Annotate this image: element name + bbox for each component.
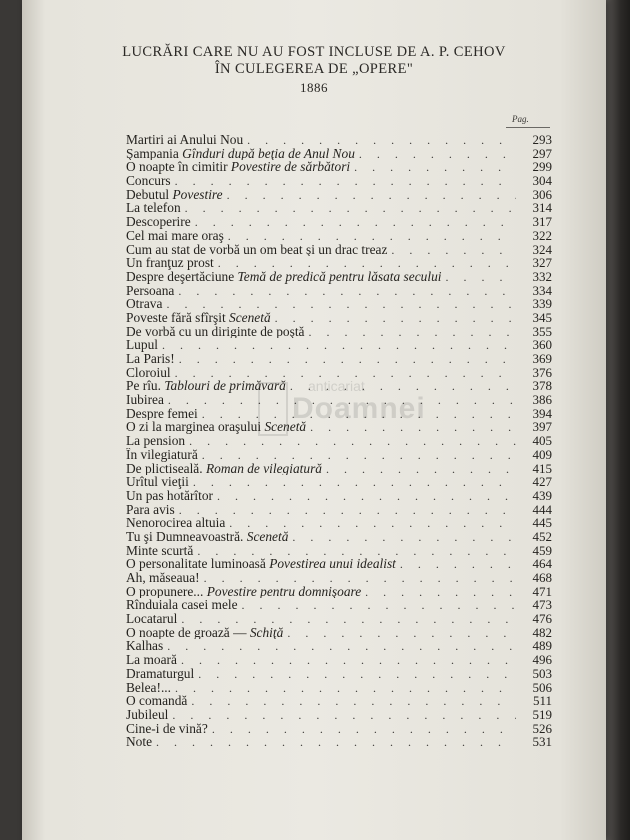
toc-entry-main-title: Urîtul vieţii	[126, 475, 189, 489]
toc-entry-main-title: Despre deşertăciune	[126, 269, 235, 284]
toc-entry-page-number: 415	[532, 461, 552, 476]
toc-entry-page-number: 489	[532, 639, 552, 654]
toc-entry-title	[126, 133, 243, 147]
toc-entry-main-title: Ah, măseaua!	[126, 571, 200, 585]
toc-entry-main-title: Martiri ai Anului Nou	[126, 133, 244, 147]
toc-entry-main-title: Note	[126, 735, 153, 749]
heading-line-2: ÎN CULEGEREA DE „OPERE"	[214, 61, 414, 77]
toc-entry-page-number: 405	[532, 434, 552, 448]
toc-entry-title	[126, 639, 163, 653]
toc-leader-dots	[179, 353, 516, 366]
toc-entry-page-number: 394	[532, 406, 552, 421]
toc-entry-title	[126, 557, 396, 571]
toc-entry-page-number: 386	[532, 393, 552, 407]
toc-leader-dots	[175, 682, 516, 695]
toc-entry-main-title: O propunere...	[126, 584, 204, 599]
toc-leader-dots	[247, 134, 516, 147]
toc-entry-title	[126, 243, 387, 257]
toc-entry	[126, 270, 552, 284]
toc-entry-main-title: Jubileul	[126, 707, 169, 722]
toc-entry-main-title: Minte scurtă	[126, 543, 194, 558]
toc-leader-dots	[229, 517, 516, 530]
toc-entry-page-number: 445	[532, 516, 552, 530]
toc-entry-page-number: 511	[532, 694, 552, 708]
toc-entry-title	[126, 735, 152, 749]
toc-entry-subtitle: Scenetă	[229, 310, 271, 325]
watermark-big-text: Doamnei	[292, 392, 426, 425]
toc-entry-main-title: Cloroiul	[126, 365, 171, 380]
toc-leader-dots	[202, 449, 516, 462]
toc-entry-subtitle: Povestire de sărbători	[230, 160, 351, 175]
toc-leader-dots	[275, 312, 516, 325]
toc-entry-title	[126, 667, 194, 681]
toc-entry-page-number: 397	[532, 420, 552, 435]
toc-entry	[126, 229, 552, 243]
toc-entry-subtitle: Povestire pentru domnişoare	[206, 584, 362, 599]
toc-entry	[126, 366, 552, 380]
toc-leader-dots	[228, 230, 516, 243]
toc-entry-page-number: 324	[532, 242, 552, 257]
toc-leader-dots	[446, 271, 517, 284]
toc-entry	[126, 325, 552, 339]
toc-entry-page-number: 293	[532, 133, 552, 147]
toc-entry-page-number: 297	[532, 146, 552, 161]
toc-entry	[126, 160, 552, 174]
toc-leader-dots	[217, 490, 516, 503]
toc-leader-dots	[185, 202, 516, 215]
toc-entry-title	[126, 462, 322, 476]
toc-entry-main-title: Lupul	[126, 338, 158, 352]
toc-entry-page-number: 317	[532, 215, 552, 229]
toc-entry-title	[126, 708, 168, 722]
toc-entry	[126, 503, 552, 517]
toc-leader-dots	[400, 558, 516, 571]
toc-leader-dots	[195, 216, 516, 229]
toc-entry-main-title: Şampania	[126, 146, 179, 161]
toc-entry-page-number: 464	[532, 557, 552, 571]
toc-entry-page-number: 452	[532, 529, 552, 544]
toc-entry	[126, 612, 552, 626]
toc-entry-title	[126, 215, 191, 229]
toc-entry-subtitle: Povestire	[172, 187, 223, 202]
toc-entry-page-number: 339	[532, 297, 552, 311]
heading-line-1: LUCRĂRI CARE NU AU FOST INCLUSE DE A. P. CEHOV	[122, 44, 506, 60]
toc-entry	[126, 557, 552, 571]
toc-entry-subtitle: Scenetă	[246, 529, 289, 544]
toc-entry-title	[126, 270, 442, 284]
toc-entry-page-number: 334	[532, 283, 552, 298]
toc-entry-page-number: 482	[532, 625, 552, 640]
toc-entry-main-title: La pension	[126, 434, 186, 448]
toc-leader-dots	[168, 394, 516, 407]
toc-entry-title	[126, 571, 200, 585]
toc-entry-page-number: 439	[532, 488, 552, 503]
toc-leader-dots	[359, 148, 516, 161]
toc-entry-subtitle: Povestirea unui idealist	[269, 557, 396, 571]
toc-entry-page-number: 345	[532, 310, 552, 325]
toc-entry-title	[126, 147, 355, 161]
toc-leader-dots	[156, 736, 516, 749]
toc-entry-title	[126, 503, 175, 517]
toc-leader-dots	[167, 640, 516, 653]
toc-entry-page-number: 473	[532, 598, 552, 613]
toc-leader-dots	[181, 654, 516, 667]
toc-leader-dots	[193, 476, 516, 489]
toc-entry	[126, 133, 552, 147]
toc-entry-page-number: 332	[532, 269, 552, 284]
page-column-rule	[506, 127, 550, 128]
toc-entry-main-title: Belea!...	[126, 680, 171, 695]
toc-entry-title	[126, 722, 208, 736]
toc-entry-main-title: Descoperire	[126, 215, 191, 229]
toc-entry-subtitle: Schiţă	[249, 625, 284, 640]
toc-entry-main-title: O noapte de groază —	[126, 625, 247, 640]
toc-entry	[126, 735, 552, 749]
heading-year: 1886	[300, 80, 328, 95]
toc-entry	[126, 420, 552, 434]
toc-entry	[126, 215, 552, 229]
toc-entry	[126, 489, 552, 503]
toc-entry	[126, 352, 552, 366]
toc-leader-dots	[175, 367, 516, 380]
toc-entry-main-title: O personalitate luminoasă	[126, 557, 266, 571]
toc-entry-title	[126, 338, 158, 352]
toc-leader-dots	[166, 298, 516, 311]
toc-entry-title	[126, 626, 283, 640]
toc-entry-page-number: 526	[532, 721, 552, 736]
toc-leader-dots	[326, 463, 516, 476]
toc-entry-main-title: Persoana	[126, 283, 175, 298]
toc-entry-page-number: 444	[532, 502, 552, 517]
toc-entry	[126, 571, 552, 585]
toc-entry	[126, 626, 552, 640]
watermark-small-text: anticariat	[308, 378, 365, 394]
toc-entry-title	[126, 653, 177, 667]
toc-entry-main-title: Otrava	[126, 297, 163, 311]
toc-entry-page-number: 304	[532, 174, 552, 188]
toc-leader-dots	[197, 545, 516, 558]
toc-entry-main-title: Un franţuz prost	[126, 256, 214, 270]
toc-entry-main-title: De vorbă cu un diriginte de poştă	[126, 324, 305, 339]
toc-entry-title	[126, 188, 223, 202]
toc-entry-title	[126, 420, 306, 434]
toc-entry-page-number: 369	[532, 352, 552, 366]
toc-entry-title	[126, 311, 271, 325]
toc-entry	[126, 188, 552, 202]
book-spine-edge	[606, 0, 630, 840]
toc-entry	[126, 407, 552, 421]
toc-entry-title	[126, 325, 305, 339]
toc-entry-page-number: 314	[532, 201, 552, 216]
toc-entry	[126, 379, 552, 393]
toc-entry-main-title: Locatarul	[126, 612, 178, 626]
toc-entry	[126, 338, 552, 352]
toc-entry-page-number: 378	[532, 379, 552, 394]
toc-leader-dots	[212, 723, 516, 736]
toc-entry	[126, 147, 552, 161]
toc-entry-main-title: În vilegiatură	[126, 447, 198, 462]
toc-leader-dots	[181, 613, 516, 626]
toc-entry-page-number: 476	[532, 612, 552, 626]
toc-entry	[126, 516, 552, 530]
toc-entry	[126, 598, 552, 612]
toc-leader-dots	[290, 380, 516, 393]
toc-entry-title	[126, 297, 162, 311]
toc-entry-main-title: La moară	[126, 653, 177, 667]
toc-entry-page-number: 468	[532, 571, 552, 585]
toc-entry	[126, 722, 552, 736]
toc-entry-main-title: Pe rîu.	[126, 379, 161, 394]
toc-entry-main-title: Tu şi Dumneavoastră.	[126, 529, 244, 544]
toc-leader-dots	[191, 695, 516, 708]
toc-entry	[126, 653, 552, 667]
toc-entry-page-number: 459	[532, 543, 552, 558]
toc-entry-subtitle: Gînduri după beţia de Anul Nou	[182, 146, 355, 161]
toc-entry-page-number: 496	[532, 653, 552, 667]
toc-entry	[126, 284, 552, 298]
toc-entry	[126, 256, 552, 270]
toc-leader-dots	[204, 572, 516, 585]
toc-entry	[126, 667, 552, 681]
toc-entry	[126, 708, 552, 722]
toc-entry	[126, 530, 552, 544]
toc-leader-dots	[179, 504, 516, 517]
toc-entry-subtitle: Temă de predică pentru lăsata secului	[237, 269, 442, 284]
toc-entry-title	[126, 681, 171, 695]
toc-leader-dots	[175, 175, 516, 188]
toc-leader-dots	[218, 257, 516, 270]
toc-entry-page-number: 376	[532, 365, 552, 380]
toc-entry-main-title: Debutul	[126, 187, 170, 202]
toc-leader-dots	[287, 627, 516, 640]
toc-entry	[126, 448, 552, 462]
toc-entry-title	[126, 530, 288, 544]
toc-entry-title	[126, 694, 187, 708]
toc-entry	[126, 297, 552, 311]
toc-leader-dots	[391, 244, 516, 257]
toc-entry-main-title: De plictiseală.	[126, 461, 203, 476]
toc-entry	[126, 544, 552, 558]
toc-entry-main-title: Para avis	[126, 502, 175, 517]
toc-entry-title	[126, 352, 175, 366]
toc-entry	[126, 311, 552, 325]
toc-entry-title	[126, 393, 164, 407]
toc-entry-main-title: Cine-i de vină?	[126, 721, 208, 736]
toc-entry-main-title: O comandă	[126, 694, 188, 708]
toc-entry-title	[126, 475, 189, 489]
toc-entry	[126, 243, 552, 257]
toc-entry	[126, 639, 552, 653]
toc-entry-title	[126, 201, 181, 215]
toc-entry-page-number: 409	[532, 447, 552, 462]
toc-entry-title	[126, 407, 198, 421]
toc-entry-page-number: 471	[532, 584, 552, 599]
page-column-label: Pag.	[512, 114, 529, 124]
toc-entry-page-number: 355	[532, 324, 552, 339]
toc-entry-title	[126, 516, 225, 530]
toc-entry-title	[126, 612, 177, 626]
toc-entry-title	[126, 229, 224, 243]
toc-entry-main-title: Poveste fără sfîrşit	[126, 310, 226, 325]
toc-entry	[126, 174, 552, 188]
toc-entry-main-title: Dramaturgul	[126, 666, 195, 681]
toc-entry-title	[126, 598, 238, 612]
toc-entry-title	[126, 366, 171, 380]
toc-entry-page-number: 299	[532, 160, 552, 175]
toc-entry	[126, 694, 552, 708]
toc-entry-main-title: O zi la marginea oraşului	[126, 420, 262, 435]
toc-leader-dots	[354, 161, 516, 174]
toc-leader-dots	[242, 599, 516, 612]
page-heading	[22, 44, 606, 96]
toc-leader-dots	[189, 435, 516, 448]
toc-entry-page-number: 531	[532, 735, 552, 749]
toc-entry-page-number: 427	[532, 475, 552, 489]
toc-entry-page-number: 519	[532, 707, 552, 722]
toc-entry-main-title: Cum au stat de vorbă un om beat şi un drac treaz	[126, 242, 388, 257]
toc-entry	[126, 475, 552, 489]
toc-leader-dots	[172, 709, 516, 722]
toc-entry-main-title: Nenorocirea altuia	[126, 516, 226, 530]
toc-entry-title	[126, 434, 185, 448]
toc-entry-main-title: Iubirea	[126, 393, 164, 407]
toc-entry-main-title: O noapte în cimitir	[126, 160, 228, 175]
toc-leader-dots	[310, 421, 516, 434]
toc-entry-page-number: 503	[532, 666, 552, 681]
toc-entry-title	[126, 284, 174, 298]
toc-entry-main-title: Rînduiala casei mele	[126, 598, 238, 613]
toc-entry-subtitle: Roman de vilegiatură	[205, 461, 322, 476]
toc-entry-main-title: La Paris!	[126, 352, 175, 366]
toc-entry	[126, 585, 552, 599]
toc-leader-dots	[198, 668, 516, 681]
toc-leader-dots	[162, 339, 516, 352]
toc-entry	[126, 681, 552, 695]
toc-leader-dots	[227, 189, 516, 202]
toc-entry-page-number: 360	[532, 338, 552, 352]
toc-entry-main-title: La telefon	[126, 201, 181, 216]
toc-entry-title	[126, 174, 171, 188]
toc-entry-title	[126, 585, 361, 599]
toc-leader-dots	[202, 408, 516, 421]
toc-entry	[126, 434, 552, 448]
toc-leader-dots	[309, 326, 517, 339]
toc-entry-subtitle: Tablouri de primăvară	[164, 379, 286, 394]
toc-entry-title	[126, 448, 198, 462]
toc-entry-main-title: Concurs	[126, 174, 171, 188]
toc-entry-main-title: Despre femei	[126, 406, 198, 421]
toc-entry-title	[126, 256, 214, 270]
toc-entry-page-number: 327	[532, 256, 552, 270]
toc-entry-title	[126, 379, 286, 393]
toc-entry-page-number: 322	[532, 228, 552, 243]
book-page	[22, 0, 606, 840]
toc-entry-page-number: 306	[532, 187, 552, 202]
toc-entry-title	[126, 160, 350, 174]
toc-entry-title	[126, 489, 213, 503]
toc-leader-dots	[292, 531, 516, 544]
toc-entry-main-title: Kalhas	[126, 639, 164, 654]
toc-leader-dots	[178, 285, 516, 298]
toc-entry-title	[126, 544, 193, 558]
toc-entry-main-title: Cel mai mare oraş	[126, 228, 224, 243]
toc-entry-page-number: 506	[532, 680, 552, 695]
table-of-contents	[126, 133, 552, 749]
toc-leader-dots	[365, 586, 516, 599]
toc-entry	[126, 393, 552, 407]
toc-entry-main-title: Un pas hotărîtor	[126, 488, 214, 503]
toc-entry-subtitle: Scenetă	[264, 420, 307, 435]
toc-entry	[126, 462, 552, 476]
toc-entry	[126, 201, 552, 215]
